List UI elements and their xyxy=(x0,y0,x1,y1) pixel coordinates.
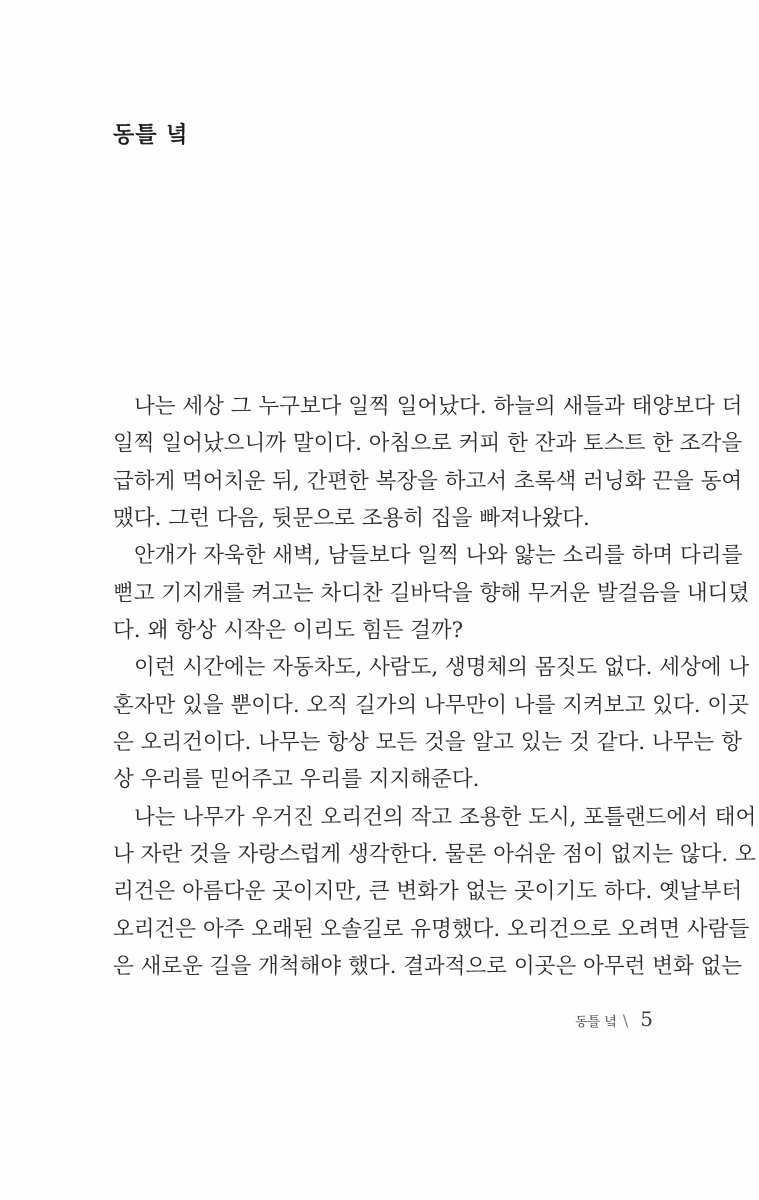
text-line: 뻗고 기지개를 켜고는 차디찬 길바닥을 향해 무거운 발걸음을 내디뎠 xyxy=(113,580,750,606)
text-line: 일찍 일어났으니까 말이다. 아침으로 커피 한 잔과 토스트 한 조각을 xyxy=(113,431,743,457)
body-text xyxy=(113,388,757,986)
text-line: 나는 세상 그 누구보다 일찍 일어났다. 하늘의 새들과 태양보다 더 xyxy=(134,394,743,419)
text-line: 오리건은 아주 오래된 오솔길로 유명했다. 오리건으로 오려면 사람들 xyxy=(113,916,750,942)
text-line: 이런 시간에는 자동차도, 사람도, 생명체의 몸짓도 없다. 세상에 나 xyxy=(134,655,750,681)
text-line: 나 자란 것을 자랑스럽게 생각한다. 물론 아쉬운 점이 없지는 않다. 오 xyxy=(113,842,756,868)
text-line: 다. 왜 항상 시작은 이리도 힘든 걸까? xyxy=(113,618,464,644)
text-line: 은 새로운 길을 개척해야 했다. 결과적으로 이곳은 아무런 변화 없는 xyxy=(113,954,743,980)
footer-separator: \ xyxy=(622,1011,629,1030)
text-line: 급하게 먹어치운 뒤, 간편한 복장을 하고서 초록색 러닝화 끈을 동여 xyxy=(113,468,743,494)
text-line: 상 우리를 믿어주고 우리를 지지해준다. xyxy=(113,767,480,793)
page-number: 5 xyxy=(640,1007,653,1031)
text-line: 은 오리건이다. 나무는 항상 모든 것을 알고 있는 것 같다. 나무는 항 xyxy=(113,730,742,756)
text-line: 혼자만 있을 뿐이다. 오직 길가의 나무만이 나를 지켜보고 있다. 이곳 xyxy=(113,692,749,718)
text-line: 나는 나무가 우거진 오리건의 작고 조용한 도시, 포틀랜드에서 태어 xyxy=(134,804,757,830)
text-line: 리건은 아름다운 곳이지만, 큰 변화가 없는 곳이기도 하다. 옛날부터 xyxy=(113,879,743,905)
chapter-title: 동틀 녘 xyxy=(113,123,189,148)
running-head: 동틀 녘 xyxy=(575,1015,617,1030)
text-line: 안개가 자욱한 새벽, 남들보다 일찍 나와 앓는 소리를 하며 다리를 xyxy=(134,543,743,569)
page-footer xyxy=(575,1007,653,1031)
text-line: 맸다. 그런 다음, 뒷문으로 조용히 집을 빠져나왔다. xyxy=(113,506,590,532)
